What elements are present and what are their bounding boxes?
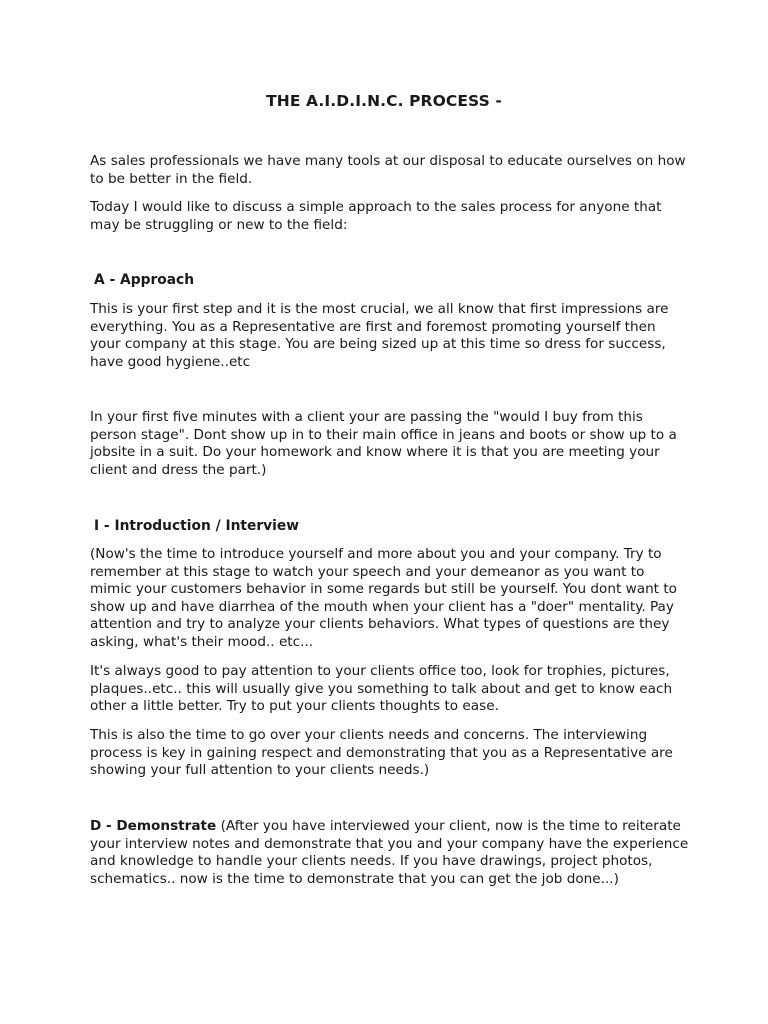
demonstrate-text: (After you have interviewed your client, now is the time to reiterate your interview notes and demonstrate that you and your company have the experience and knowledge to handle your clients needs. If you have drawings, project photos, schematics.. now is the time to demonstrate that you can get the job done...) [90, 818, 689, 887]
document-title: THE A.I.D.I.N.C. PROCESS - [266, 92, 502, 110]
introduction-paragraph-3: This is also the time to go over your clients needs and concerns. The interviewing process is key in gaining respect and demonstrating that you as a Representative are showing your full attention to your clients needs.) [90, 727, 673, 779]
introduction-paragraph-1: (Now's the time to introduce yourself and more about you and your company. Try to remember at this stage to watch your speech and your demeanor as you want to mimic your customers behavior in some regards but still be yourself. You dont want to show up and have diarrhea of the mouth when your client has a "doer" mentality. Pay attention and try to analyze your clients behaviors. What types of questions are they asking, what's their mood.. etc... [90, 546, 677, 650]
section-heading-approach: A - Approach [94, 272, 195, 288]
approach-paragraph-2: In your first five minutes with a client your are passing the "would I buy from this person stage". Dont show up in to their main office in jeans and boots or show up to a jobsite in a suit. Do your homework and know where it is that you are meeting your client and dress the part.) [90, 409, 677, 478]
section-heading-introduction: I - Introduction / Interview [94, 518, 299, 534]
introduction-paragraph-2: It's always good to pay attention to your clients office too, look for trophies, pictures, plaques..etc.. this will usually give you something to talk about and get to know each other a little better. Try to put your clients thoughts to ease. [90, 663, 673, 715]
section-heading-demonstrate: D - Demonstrate [90, 818, 217, 834]
intro-paragraph-1: As sales professionals we have many tools at our disposal to educate ourselves on how to be better in the field. [90, 153, 686, 187]
approach-paragraph-1: This is your first step and it is the most crucial, we all know that first impressions are everything. You as a Representative are first and foremost promoting yourself then your company at this stage. You are being sized up at this time so dress for success, have good hygiene..etc [90, 301, 669, 370]
demonstrate-paragraph [90, 818, 690, 888]
intro-paragraph-2: Today I would like to discuss a simple approach to the sales process for anyone that may be struggling or new to the field: [90, 199, 662, 233]
